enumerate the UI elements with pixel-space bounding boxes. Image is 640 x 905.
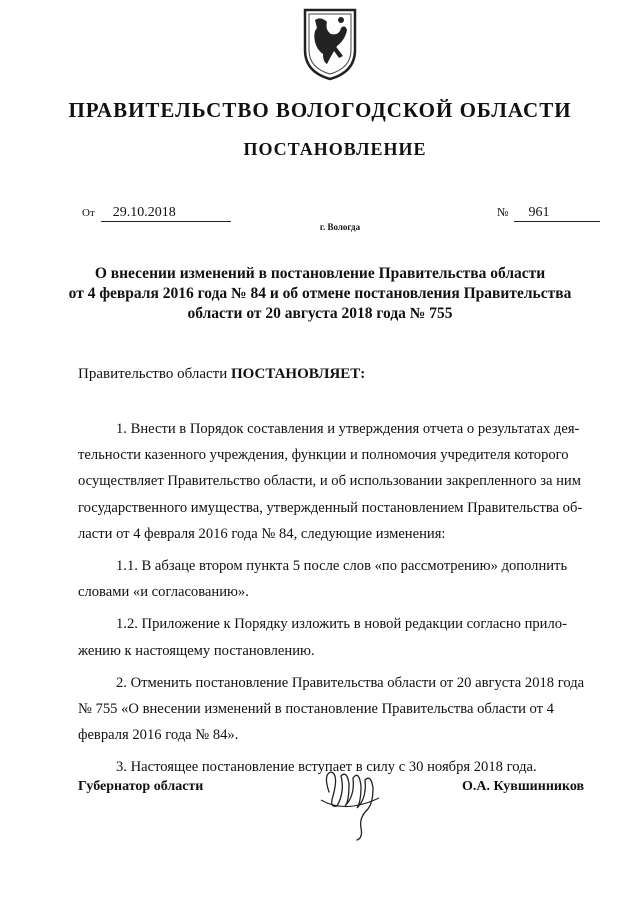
document-type: ПОСТАНОВЛЕНИЕ <box>243 139 427 159</box>
paragraph-1-1-line: словами «и согласованию». <box>78 584 249 601</box>
paragraph-2-line: февраля 2016 года № 84». <box>78 727 239 744</box>
paragraph-1-2-line: жению к настоящему постановлению. <box>78 642 315 659</box>
paragraph-1-line: тельности казенного учреждения, функции и полномочия учредителя которого <box>78 447 569 464</box>
date-value: 29.10.2018 <box>101 205 231 222</box>
document-subject <box>60 264 580 324</box>
paragraph-1-line: государственного имущества, утвержденный постановлением Правительства об- <box>78 499 583 516</box>
paragraph-1-line: ласти от 4 февраля 2016 года № 84, следующие изменения: <box>78 525 446 542</box>
handwritten-signature <box>315 762 385 842</box>
subject-line: области от 20 августа 2018 года № 755 <box>187 305 453 322</box>
date-field <box>82 204 231 222</box>
paragraph-1-2-line: 1.2. Приложение к Порядку изложить в новой редакции согласно прило- <box>116 616 567 633</box>
preamble-emphasis: ПОСТАНОВЛЯЕТ: <box>230 366 366 382</box>
paragraph-3-line: 3. Настоящее постановление вступает в силу с 30 ноября 2018 года. <box>116 759 537 776</box>
signatory-name: О.А. Кувшинников <box>462 779 585 794</box>
preamble <box>78 366 365 383</box>
subject-line: О внесении изменений в постановление Правительства области <box>94 265 546 282</box>
paragraph-1-line: 1. Внести в Порядок составления и утверждения отчета о результатах дея- <box>116 421 580 437</box>
number-field <box>497 204 600 222</box>
signatory-role: Губернатор области <box>78 779 204 794</box>
paragraph-1-line: осуществляет Правительство области, и об использовании закрепленного за ним <box>78 473 581 490</box>
paragraph-1-1-line: 1.1. В абзаце втором пункта 5 после слов «по рассмотрению» дополнить <box>116 558 568 575</box>
government-title: ПРАВИТЕЛЬСТВО ВОЛОГОДСКОЙ ОБЛАСТИ <box>68 98 572 122</box>
date-label: От <box>82 207 95 219</box>
document-body <box>78 416 600 781</box>
preamble-text: Правительство области <box>78 366 231 382</box>
paragraph-2-line: № 755 «О внесении изменений в постановление Правительства области от 4 <box>78 701 554 718</box>
number-label: № <box>497 205 509 219</box>
coat-of-arms-icon <box>301 6 359 82</box>
paragraph-2-line: 2. Отменить постановление Правительства области от 20 августа 2018 года <box>116 674 585 691</box>
city-label: г. Вологда <box>319 222 361 232</box>
number-value: 961 <box>514 205 600 222</box>
subject-line: от 4 февраля 2016 года № 84 и об отмене постановления Правительства <box>68 285 572 302</box>
